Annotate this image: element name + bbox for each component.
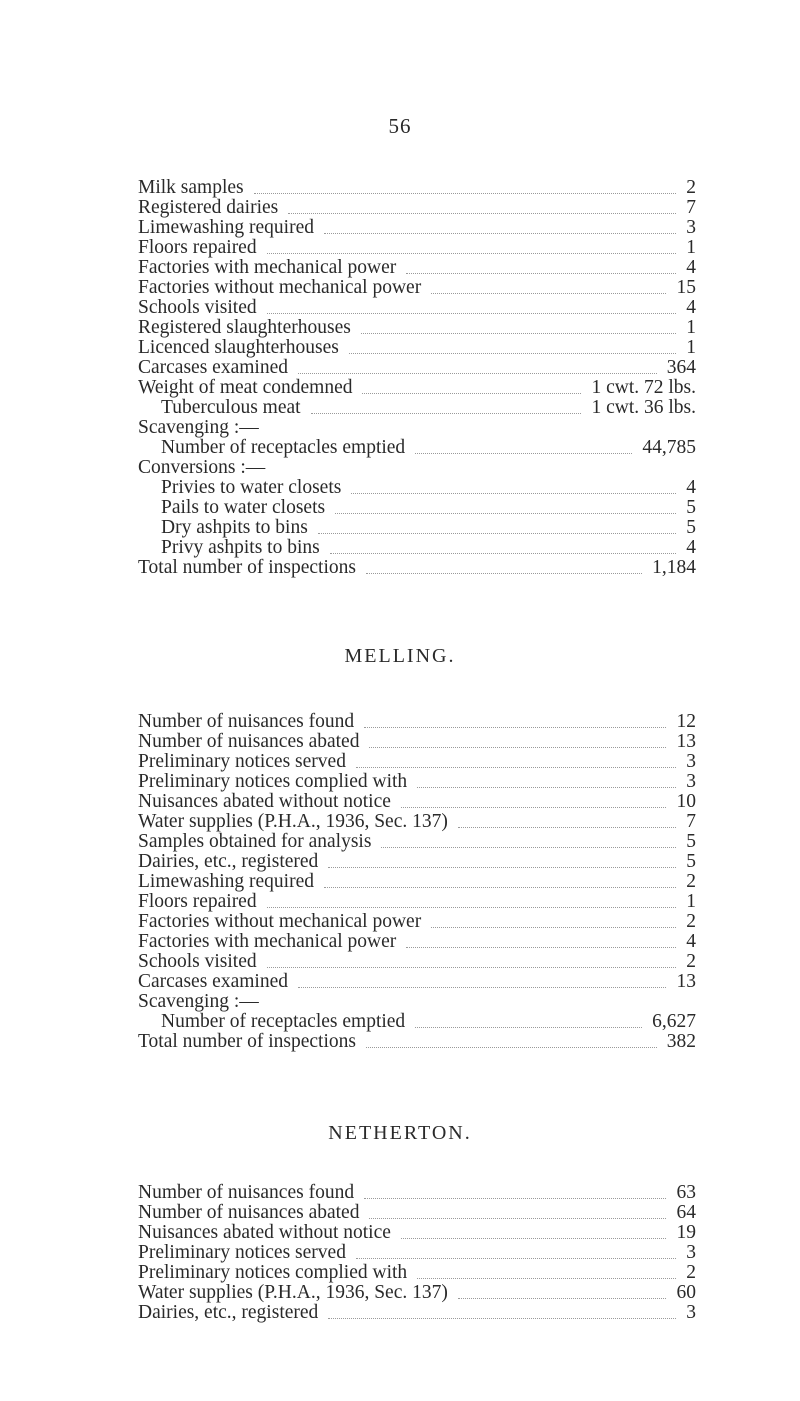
page-number: 56	[388, 114, 412, 138]
section-heading-netherton: NETHERTON.	[328, 1122, 472, 1144]
dotted-leader	[401, 1237, 666, 1239]
table-row	[138, 298, 696, 318]
dotted-leader	[356, 766, 676, 768]
row-label: Privy ashpits to bins	[161, 537, 320, 558]
row-value: 3	[686, 771, 696, 792]
table-row	[138, 338, 696, 358]
row-label: Factories without mechanical power	[138, 911, 422, 932]
dotted-leader	[288, 212, 676, 214]
dotted-leader	[406, 946, 676, 948]
row-label: Registered dairies	[138, 197, 279, 218]
dotted-leader	[298, 986, 666, 988]
row-value: 1	[686, 891, 696, 912]
row-value: 15	[676, 277, 696, 298]
row-value: 5	[686, 851, 696, 872]
table-row	[138, 198, 696, 218]
row-label: Conversions :—	[138, 457, 266, 478]
row-label: Water supplies (P.H.A., 1936, Sec. 137)	[138, 811, 448, 832]
row-label: Factories with mechanical power	[138, 931, 397, 952]
table-row	[138, 872, 696, 892]
dotted-leader	[366, 572, 642, 574]
row-label: Privies to water closets	[161, 477, 342, 498]
row-value: 13	[676, 971, 696, 992]
table-row	[138, 398, 696, 418]
table-row	[138, 238, 696, 258]
row-value: 1	[686, 317, 696, 338]
row-label: Floors repaired	[138, 891, 257, 912]
dotted-leader	[267, 252, 676, 254]
row-label: Scavenging :—	[138, 417, 259, 438]
row-value: 1,184	[652, 557, 696, 578]
row-value: 2	[686, 177, 696, 198]
dotted-leader	[401, 806, 666, 808]
row-label: Preliminary notices served	[138, 751, 346, 772]
row-label: Samples obtained for analysis	[138, 831, 372, 852]
row-label: Schools visited	[138, 951, 257, 972]
table-row	[138, 1303, 696, 1323]
row-label: Number of receptacles emptied	[161, 1011, 406, 1032]
row-value: 3	[686, 1302, 696, 1323]
row-value: 1 cwt. 72 lbs.	[591, 377, 696, 398]
row-value: 3	[686, 217, 696, 238]
row-value: 12	[676, 711, 696, 732]
row-value: 13	[676, 731, 696, 752]
dotted-leader	[311, 412, 581, 414]
row-label: Milk samples	[138, 177, 244, 198]
dotted-leader	[328, 1317, 676, 1319]
dotted-leader	[458, 1297, 666, 1299]
row-value: 3	[686, 1242, 696, 1263]
dotted-leader	[318, 532, 676, 534]
table-row	[138, 952, 696, 972]
row-label: Carcases examined	[138, 971, 288, 992]
row-value: 5	[686, 497, 696, 518]
table-row	[138, 932, 696, 952]
dotted-leader	[267, 966, 676, 968]
dotted-leader	[356, 1257, 676, 1259]
row-value: 2	[686, 871, 696, 892]
dotted-leader	[254, 192, 676, 194]
dotted-leader	[298, 372, 657, 374]
row-value: 5	[686, 831, 696, 852]
table-subheading-row	[138, 458, 696, 478]
dotted-leader	[335, 512, 676, 514]
table-row	[138, 178, 696, 198]
row-label: Dairies, etc., registered	[138, 1302, 319, 1323]
table-row	[138, 752, 696, 772]
row-label: Number of nuisances abated	[138, 731, 360, 752]
row-value: 4	[686, 537, 696, 558]
row-value: 2	[686, 911, 696, 932]
dotted-leader	[324, 232, 676, 234]
table-row	[138, 558, 696, 578]
dotted-leader	[349, 352, 676, 354]
table-row	[138, 1283, 696, 1303]
row-label: Preliminary notices complied with	[138, 1262, 408, 1283]
table-subheading-row	[138, 992, 696, 1012]
row-value: 382	[666, 1031, 696, 1052]
row-value: 63	[676, 1182, 696, 1203]
table-row	[138, 278, 696, 298]
row-label: Nuisances abated without notice	[138, 791, 391, 812]
row-value: 5	[686, 517, 696, 538]
table-row	[138, 912, 696, 932]
row-label: Water supplies (P.H.A., 1936, Sec. 137)	[138, 1282, 448, 1303]
table-row	[138, 1183, 696, 1203]
section-melling-table	[138, 712, 696, 1052]
dotted-leader	[381, 846, 676, 848]
row-value: 64	[676, 1202, 696, 1223]
dotted-leader	[267, 906, 676, 908]
table-row	[138, 792, 696, 812]
table-row	[138, 358, 696, 378]
table-row	[138, 218, 696, 238]
dotted-leader	[415, 452, 632, 454]
section-netherton-table	[138, 1183, 696, 1323]
row-value: 1 cwt. 36 lbs.	[591, 397, 696, 418]
row-label: Tuberculous meat	[161, 397, 301, 418]
row-label: Factories without mechanical power	[138, 277, 422, 298]
row-label: Registered slaughterhouses	[138, 317, 351, 338]
table-row	[138, 538, 696, 558]
table-row	[138, 892, 696, 912]
row-label: Dairies, etc., registered	[138, 851, 319, 872]
dotted-leader	[417, 1277, 676, 1279]
row-value: 44,785	[642, 437, 696, 458]
dotted-leader	[406, 272, 676, 274]
dotted-leader	[415, 1026, 642, 1028]
row-value: 2	[686, 1262, 696, 1283]
row-label: Limewashing required	[138, 217, 314, 238]
dotted-leader	[431, 926, 676, 928]
dotted-leader	[351, 492, 676, 494]
dotted-leader	[431, 292, 666, 294]
row-value: 2	[686, 951, 696, 972]
dotted-leader	[417, 786, 676, 788]
table-row	[138, 832, 696, 852]
dotted-leader	[324, 886, 676, 888]
row-value: 3	[686, 751, 696, 772]
row-value: 19	[676, 1222, 696, 1243]
section-continuation-table	[138, 178, 696, 578]
table-row	[138, 1263, 696, 1283]
dotted-leader	[267, 312, 676, 314]
dotted-leader	[362, 392, 581, 394]
row-label: Number of nuisances abated	[138, 1202, 360, 1223]
table-row	[138, 498, 696, 518]
table-row	[138, 258, 696, 278]
table-row	[138, 1032, 696, 1052]
table-row	[138, 1203, 696, 1223]
table-row	[138, 518, 696, 538]
row-label: Number of nuisances found	[138, 1182, 355, 1203]
row-label: Weight of meat condemned	[138, 377, 353, 398]
row-label: Schools visited	[138, 297, 257, 318]
row-label: Factories with mechanical power	[138, 257, 397, 278]
row-label: Limewashing required	[138, 871, 314, 892]
row-value: 1	[686, 237, 696, 258]
dotted-leader	[328, 866, 676, 868]
dotted-leader	[330, 552, 676, 554]
row-value: 364	[666, 357, 696, 378]
dotted-leader	[364, 726, 666, 728]
table-row	[138, 732, 696, 752]
table-row	[138, 772, 696, 792]
table-row	[138, 318, 696, 338]
row-label: Licenced slaughterhouses	[138, 337, 339, 358]
table-subheading-row	[138, 418, 696, 438]
row-value: 4	[686, 931, 696, 952]
table-row	[138, 972, 696, 992]
row-value: 4	[686, 297, 696, 318]
row-label: Floors repaired	[138, 237, 257, 258]
row-value: 7	[686, 197, 696, 218]
row-label: Total number of inspections	[138, 1031, 356, 1052]
table-row	[138, 1223, 696, 1243]
table-row	[138, 438, 696, 458]
row-label: Preliminary notices complied with	[138, 771, 408, 792]
row-label: Carcases examined	[138, 357, 288, 378]
section-heading-melling: MELLING.	[344, 645, 456, 667]
row-value: 10	[676, 791, 696, 812]
table-row	[138, 812, 696, 832]
dotted-leader	[458, 826, 676, 828]
row-label: Preliminary notices served	[138, 1242, 346, 1263]
row-label: Number of nuisances found	[138, 711, 355, 732]
table-row	[138, 1012, 696, 1032]
row-label: Dry ashpits to bins	[161, 517, 308, 538]
row-label: Number of receptacles emptied	[161, 437, 406, 458]
row-value: 7	[686, 811, 696, 832]
row-value: 60	[676, 1282, 696, 1303]
row-value: 4	[686, 257, 696, 278]
row-label: Total number of inspections	[138, 557, 356, 578]
dotted-leader	[361, 332, 676, 334]
dotted-leader	[369, 746, 666, 748]
row-value: 4	[686, 477, 696, 498]
dotted-leader	[364, 1197, 666, 1199]
table-row	[138, 478, 696, 498]
dotted-leader	[366, 1046, 657, 1048]
table-row	[138, 852, 696, 872]
dotted-leader	[369, 1217, 666, 1219]
row-label: Pails to water closets	[161, 497, 326, 518]
table-row	[138, 378, 696, 398]
table-row	[138, 712, 696, 732]
row-value: 1	[686, 337, 696, 358]
row-value: 6,627	[652, 1011, 696, 1032]
table-row	[138, 1243, 696, 1263]
row-label: Scavenging :—	[138, 991, 259, 1012]
row-label: Nuisances abated without notice	[138, 1222, 391, 1243]
